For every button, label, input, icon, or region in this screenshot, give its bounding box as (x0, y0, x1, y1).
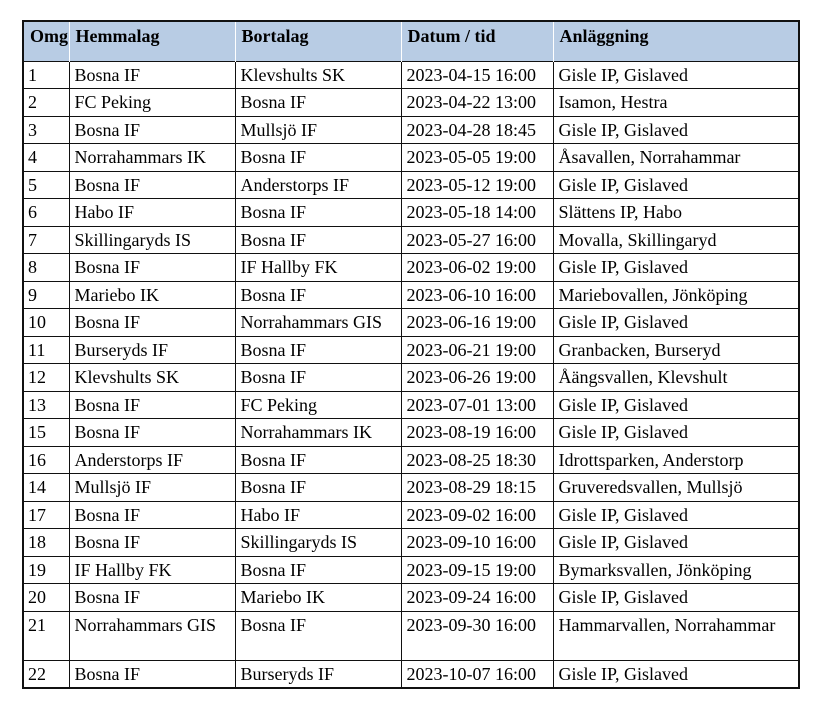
schedule-table-wrapper (22, 20, 798, 689)
round-cell: 10 (23, 309, 69, 337)
away-team-cell: Bosna IF (235, 556, 401, 584)
table-row (23, 391, 799, 419)
home-team-cell: Bosna IF (69, 116, 235, 144)
date-time-cell: 2023-09-30 16:00 (401, 611, 553, 660)
home-team-cell: IF Hallby FK (69, 556, 235, 584)
away-team-cell: Norrahammars GIS (235, 309, 401, 337)
away-team-cell: Anderstorps IF (235, 171, 401, 199)
away-team-cell: Habo IF (235, 501, 401, 529)
round-cell: 17 (23, 501, 69, 529)
table-row (23, 336, 799, 364)
away-team-cell: Mullsjö IF (235, 116, 401, 144)
venue-cell: Gruveredsvallen, Mullsjö (553, 474, 799, 502)
table-row (23, 144, 799, 172)
venue-cell: Bymarksvallen, Jönköping (553, 556, 799, 584)
table-row (23, 116, 799, 144)
venue-cell: Gisle IP, Gislaved (553, 529, 799, 557)
date-time-cell: 2023-06-16 19:00 (401, 309, 553, 337)
home-team-cell: Habo IF (69, 199, 235, 227)
venue-cell: Gisle IP, Gislaved (553, 660, 799, 688)
schedule-table (22, 20, 800, 689)
header-row (23, 21, 799, 61)
home-team-cell: Bosna IF (69, 171, 235, 199)
home-team-cell: Mullsjö IF (69, 474, 235, 502)
date-time-cell: 2023-09-15 19:00 (401, 556, 553, 584)
away-team-cell: Klevshults SK (235, 61, 401, 89)
round-cell: 21 (23, 611, 69, 660)
round-cell: 13 (23, 391, 69, 419)
round-cell: 9 (23, 281, 69, 309)
away-team-cell: Burseryds IF (235, 660, 401, 688)
venue-cell: Slättens IP, Habo (553, 199, 799, 227)
date-time-cell: 2023-04-22 13:00 (401, 89, 553, 117)
header-home-team: Hemmalag (69, 21, 235, 61)
date-time-cell: 2023-04-28 18:45 (401, 116, 553, 144)
table-row (23, 446, 799, 474)
date-time-cell: 2023-05-12 19:00 (401, 171, 553, 199)
round-cell: 7 (23, 226, 69, 254)
table-row (23, 660, 799, 688)
venue-cell: Hammarvallen, Norrahammar (553, 611, 799, 660)
venue-cell: Idrottsparken, Anderstorp (553, 446, 799, 474)
away-team-cell: Bosna IF (235, 199, 401, 227)
home-team-cell: Bosna IF (69, 501, 235, 529)
date-time-cell: 2023-10-07 16:00 (401, 660, 553, 688)
round-cell: 22 (23, 660, 69, 688)
venue-cell: Gisle IP, Gislaved (553, 501, 799, 529)
round-cell: 16 (23, 446, 69, 474)
date-time-cell: 2023-06-26 19:00 (401, 364, 553, 392)
home-team-cell: Bosna IF (69, 254, 235, 282)
table-row (23, 199, 799, 227)
table-row (23, 89, 799, 117)
table-row (23, 254, 799, 282)
home-team-cell: Bosna IF (69, 309, 235, 337)
home-team-cell: Bosna IF (69, 61, 235, 89)
venue-cell: Gisle IP, Gislaved (553, 309, 799, 337)
round-cell: 19 (23, 556, 69, 584)
away-team-cell: Bosna IF (235, 336, 401, 364)
round-cell: 8 (23, 254, 69, 282)
venue-cell: Åsavallen, Norrahammar (553, 144, 799, 172)
date-time-cell: 2023-08-29 18:15 (401, 474, 553, 502)
round-cell: 20 (23, 584, 69, 612)
home-team-cell: Mariebo IK (69, 281, 235, 309)
away-team-cell: Bosna IF (235, 364, 401, 392)
home-team-cell: Norrahammars IK (69, 144, 235, 172)
away-team-cell: Bosna IF (235, 226, 401, 254)
venue-cell: Gisle IP, Gislaved (553, 391, 799, 419)
round-cell: 15 (23, 419, 69, 447)
home-team-cell: Bosna IF (69, 660, 235, 688)
date-time-cell: 2023-05-27 16:00 (401, 226, 553, 254)
away-team-cell: Norrahammars IK (235, 419, 401, 447)
date-time-cell: 2023-05-18 14:00 (401, 199, 553, 227)
date-time-cell: 2023-04-15 16:00 (401, 61, 553, 89)
round-cell: 11 (23, 336, 69, 364)
venue-cell: Gisle IP, Gislaved (553, 116, 799, 144)
away-team-cell: Bosna IF (235, 89, 401, 117)
table-row (23, 611, 799, 660)
table-row (23, 584, 799, 612)
date-time-cell: 2023-07-01 13:00 (401, 391, 553, 419)
venue-cell: Åängsvallen, Klevshult (553, 364, 799, 392)
date-time-cell: 2023-08-19 16:00 (401, 419, 553, 447)
away-team-cell: IF Hallby FK (235, 254, 401, 282)
away-team-cell: Bosna IF (235, 144, 401, 172)
table-row (23, 309, 799, 337)
header-venue: Anläggning (553, 21, 799, 61)
venue-cell: Isamon, Hestra (553, 89, 799, 117)
date-time-cell: 2023-06-02 19:00 (401, 254, 553, 282)
venue-cell: Movalla, Skillingaryd (553, 226, 799, 254)
date-time-cell: 2023-09-10 16:00 (401, 529, 553, 557)
home-team-cell: FC Peking (69, 89, 235, 117)
table-row (23, 364, 799, 392)
date-time-cell: 2023-08-25 18:30 (401, 446, 553, 474)
venue-cell: Gisle IP, Gislaved (553, 419, 799, 447)
home-team-cell: Klevshults SK (69, 364, 235, 392)
header-date-time: Datum / tid (401, 21, 553, 61)
venue-cell: Gisle IP, Gislaved (553, 61, 799, 89)
home-team-cell: Norrahammars GIS (69, 611, 235, 660)
round-cell: 4 (23, 144, 69, 172)
home-team-cell: Bosna IF (69, 391, 235, 419)
venue-cell: Granbacken, Burseryd (553, 336, 799, 364)
date-time-cell: 2023-09-02 16:00 (401, 501, 553, 529)
table-row (23, 556, 799, 584)
venue-cell: Mariebovallen, Jönköping (553, 281, 799, 309)
home-team-cell: Burseryds IF (69, 336, 235, 364)
round-cell: 5 (23, 171, 69, 199)
away-team-cell: Bosna IF (235, 474, 401, 502)
home-team-cell: Bosna IF (69, 584, 235, 612)
away-team-cell: Bosna IF (235, 446, 401, 474)
venue-cell: Gisle IP, Gislaved (553, 584, 799, 612)
round-cell: 2 (23, 89, 69, 117)
round-cell: 18 (23, 529, 69, 557)
home-team-cell: Bosna IF (69, 419, 235, 447)
header-round: Omg (23, 21, 69, 61)
table-header (23, 21, 799, 61)
table-row (23, 61, 799, 89)
round-cell: 12 (23, 364, 69, 392)
away-team-cell: Bosna IF (235, 611, 401, 660)
round-cell: 6 (23, 199, 69, 227)
table-row (23, 419, 799, 447)
table-row (23, 474, 799, 502)
table-row (23, 529, 799, 557)
date-time-cell: 2023-06-10 16:00 (401, 281, 553, 309)
home-team-cell: Bosna IF (69, 529, 235, 557)
home-team-cell: Anderstorps IF (69, 446, 235, 474)
date-time-cell: 2023-06-21 19:00 (401, 336, 553, 364)
date-time-cell: 2023-09-24 16:00 (401, 584, 553, 612)
table-row (23, 281, 799, 309)
table-body (23, 61, 799, 688)
venue-cell: Gisle IP, Gislaved (553, 254, 799, 282)
away-team-cell: Mariebo IK (235, 584, 401, 612)
away-team-cell: FC Peking (235, 391, 401, 419)
home-team-cell: Skillingaryds IS (69, 226, 235, 254)
away-team-cell: Bosna IF (235, 281, 401, 309)
round-cell: 1 (23, 61, 69, 89)
round-cell: 14 (23, 474, 69, 502)
table-row (23, 226, 799, 254)
table-row (23, 171, 799, 199)
away-team-cell: Skillingaryds IS (235, 529, 401, 557)
date-time-cell: 2023-05-05 19:00 (401, 144, 553, 172)
table-row (23, 501, 799, 529)
venue-cell: Gisle IP, Gislaved (553, 171, 799, 199)
header-away-team: Bortalag (235, 21, 401, 61)
round-cell: 3 (23, 116, 69, 144)
